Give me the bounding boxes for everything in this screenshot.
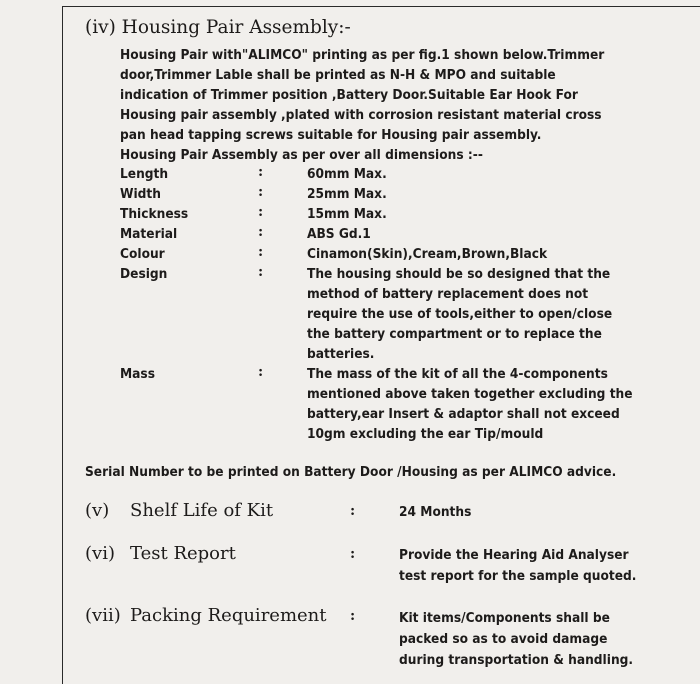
spec-value-design-line: The housing should be so designed that the xyxy=(307,266,611,282)
spec-label-design: Design xyxy=(120,266,168,282)
paragraph-line: door,Trimmer Lable shall be printed as N-H & MPO and suitable xyxy=(120,67,556,83)
section-colon: : xyxy=(350,608,356,624)
section-value-test-report-line: test report for the sample quoted. xyxy=(399,568,637,584)
spec-colon: : xyxy=(258,184,264,200)
section-title-shelf-life: Shelf Life of Kit xyxy=(130,500,274,521)
spec-value-design-line: method of battery replacement does not xyxy=(307,286,589,302)
spec-value-colour: Cinamon(Skin),Cream,Brown,Black xyxy=(307,246,548,262)
paragraph-line: Housing Pair Assembly as per over all dimensions :-- xyxy=(120,147,483,163)
spec-value-thickness: 15mm Max. xyxy=(307,206,387,222)
section-value-test-report-line: Provide the Hearing Aid Analyser xyxy=(399,547,629,563)
section-colon: : xyxy=(350,503,356,519)
section-value-shelf-life: 24 Months xyxy=(399,504,472,520)
spec-label-mass: Mass xyxy=(120,366,155,382)
paragraph-line: indication of Trimmer position ,Battery Door.Suitable Ear Hook For xyxy=(120,87,578,103)
section-value-packing-line: Kit items/Components shall be xyxy=(399,610,610,626)
spec-value-width: 25mm Max. xyxy=(307,186,387,202)
spec-label-length: Length xyxy=(120,166,169,182)
spec-label-material: Material xyxy=(120,226,178,242)
spec-value-mass-line: mentioned above taken together excluding the xyxy=(307,386,633,402)
paragraph-line: pan head tapping screws suitable for Housing pair assembly. xyxy=(120,127,542,143)
section-value-packing-line: during transportation & handling. xyxy=(399,652,634,668)
section-colon: : xyxy=(350,546,356,562)
spec-colon: : xyxy=(258,244,264,260)
spec-value-design-line: batteries. xyxy=(307,346,375,362)
spec-colon: : xyxy=(258,364,264,380)
spec-label-thickness: Thickness xyxy=(120,206,189,222)
spec-value-mass-line: The mass of the kit of all the 4-components xyxy=(307,366,608,382)
paragraph-line: Housing Pair with"ALIMCO" printing as per fig.1 shown below.Trimmer xyxy=(120,47,605,63)
spec-value-mass-line: battery,ear Insert & adaptor shall not exceed xyxy=(307,406,620,422)
spec-value-material: ABS Gd.1 xyxy=(307,226,371,242)
spec-label-width: Width xyxy=(120,186,161,202)
spec-value-mass-line: 10gm excluding the ear Tip/mould xyxy=(307,426,544,442)
spec-value-design-line: require the use of tools,either to open/close xyxy=(307,306,613,322)
paragraph-line: Housing pair assembly ,plated with corrosion resistant material cross xyxy=(120,107,602,123)
section-number: (v) xyxy=(85,500,110,521)
spec-label-colour: Colour xyxy=(120,246,165,262)
section-value-packing-line: packed so as to avoid damage xyxy=(399,631,608,647)
page-border-top xyxy=(62,6,700,7)
serial-number-note: Serial Number to be printed on Battery Door /Housing as per ALIMCO advice. xyxy=(85,464,617,480)
spec-value-design-line: the battery compartment or to replace the xyxy=(307,326,602,342)
spec-colon: : xyxy=(258,204,264,220)
section-title-test-report: Test Report xyxy=(130,543,236,564)
section-number: (vi) xyxy=(85,543,115,564)
spec-colon: : xyxy=(258,164,264,180)
page-border-left xyxy=(62,6,63,684)
section-heading-housing: (iv) Housing Pair Assembly:- xyxy=(85,17,351,38)
spec-colon: : xyxy=(258,224,264,240)
section-number: (vii) xyxy=(85,605,121,626)
spec-colon: : xyxy=(258,264,264,280)
section-title-packing: Packing Requirement xyxy=(130,605,327,626)
spec-value-length: 60mm Max. xyxy=(307,166,387,182)
